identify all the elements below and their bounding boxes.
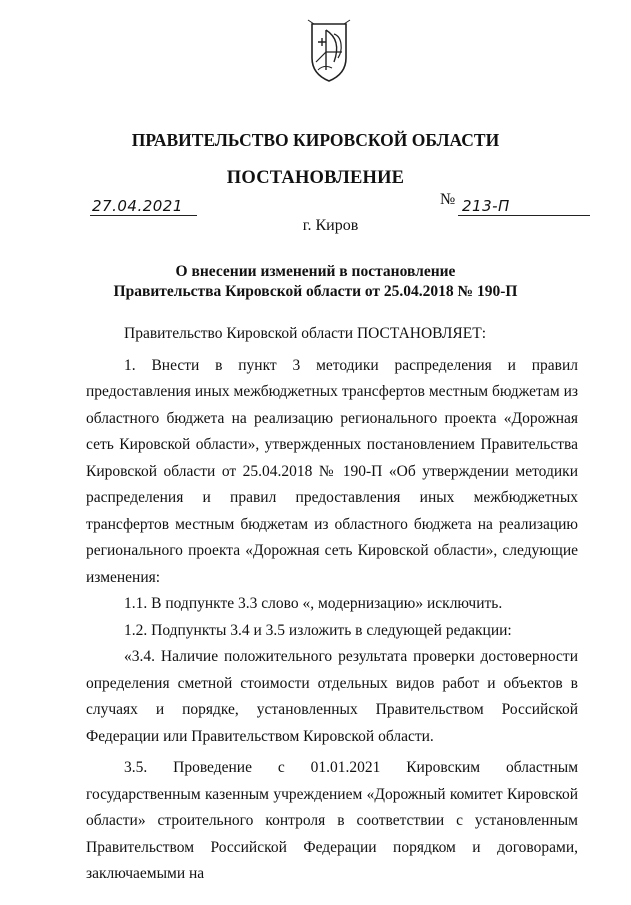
body-paragraph: «3.4. Наличие положительного результата проверки достоверности определения сметной стоимости отдельных видов работ и объектов в случаях и порядке, установленных Правительством Российской Федерации или Правительством Кировской области.	[86, 648, 578, 745]
body-paragraph: 1. Внести в пункт 3 методики распределения и правил предоставления иных межбюджетных трансфертов местным бюджетам из областного бюджета на реализацию регионального проекта «Дорожная сеть Кировской области», утвержденных постановлением Правительства Кировской области от 25.04.2018 № 190-П «Об утверждении методики распределения и правил предоставления иных межбюджетных трансфертов местным бюджетам из областного бюджета на реализацию регионального проекта «Дорожная сеть Кировской области», следующие изменения:	[86, 356, 578, 586]
body-paragraph: 1.2. Подпункты 3.4 и 3.5 изложить в следующей редакции:	[124, 621, 512, 639]
body-paragraph: 3.5. Проведение с 01.01.2021 Кировским областным государственным казенным учреждением «Дорожный комитет Кировской области» строительного контроля в соответствии с установленным Правительством Российской Федерации порядком и договорами, заключаемыми на	[86, 759, 578, 882]
number-sign: №	[440, 191, 456, 208]
coat-of-arms-icon	[304, 18, 354, 84]
document-number: 213-П	[458, 197, 590, 216]
document-date: 27.04.2021	[90, 197, 197, 216]
document-type-title: ПОСТАНОВЛЕНИЕ	[226, 168, 405, 188]
subject-line-1: О внесении изменений в постановление	[175, 263, 456, 280]
body-paragraph: 1.1. В подпункте 3.3 слово «, модернизацию» исключить.	[124, 595, 503, 612]
city-label: г. Киров	[302, 217, 359, 234]
subject-line-2: Правительства Кировской области от 25.04.2018 № 190-П	[113, 283, 518, 300]
document-body	[86, 321, 578, 888]
body-paragraph: Правительство Кировской области ПОСТАНОВЛЯЕТ:	[124, 325, 487, 342]
document-subject	[0, 262, 631, 302]
organization-title: ПРАВИТЕЛЬСТВО КИРОВСКОЙ ОБЛАСТИ	[131, 130, 500, 150]
